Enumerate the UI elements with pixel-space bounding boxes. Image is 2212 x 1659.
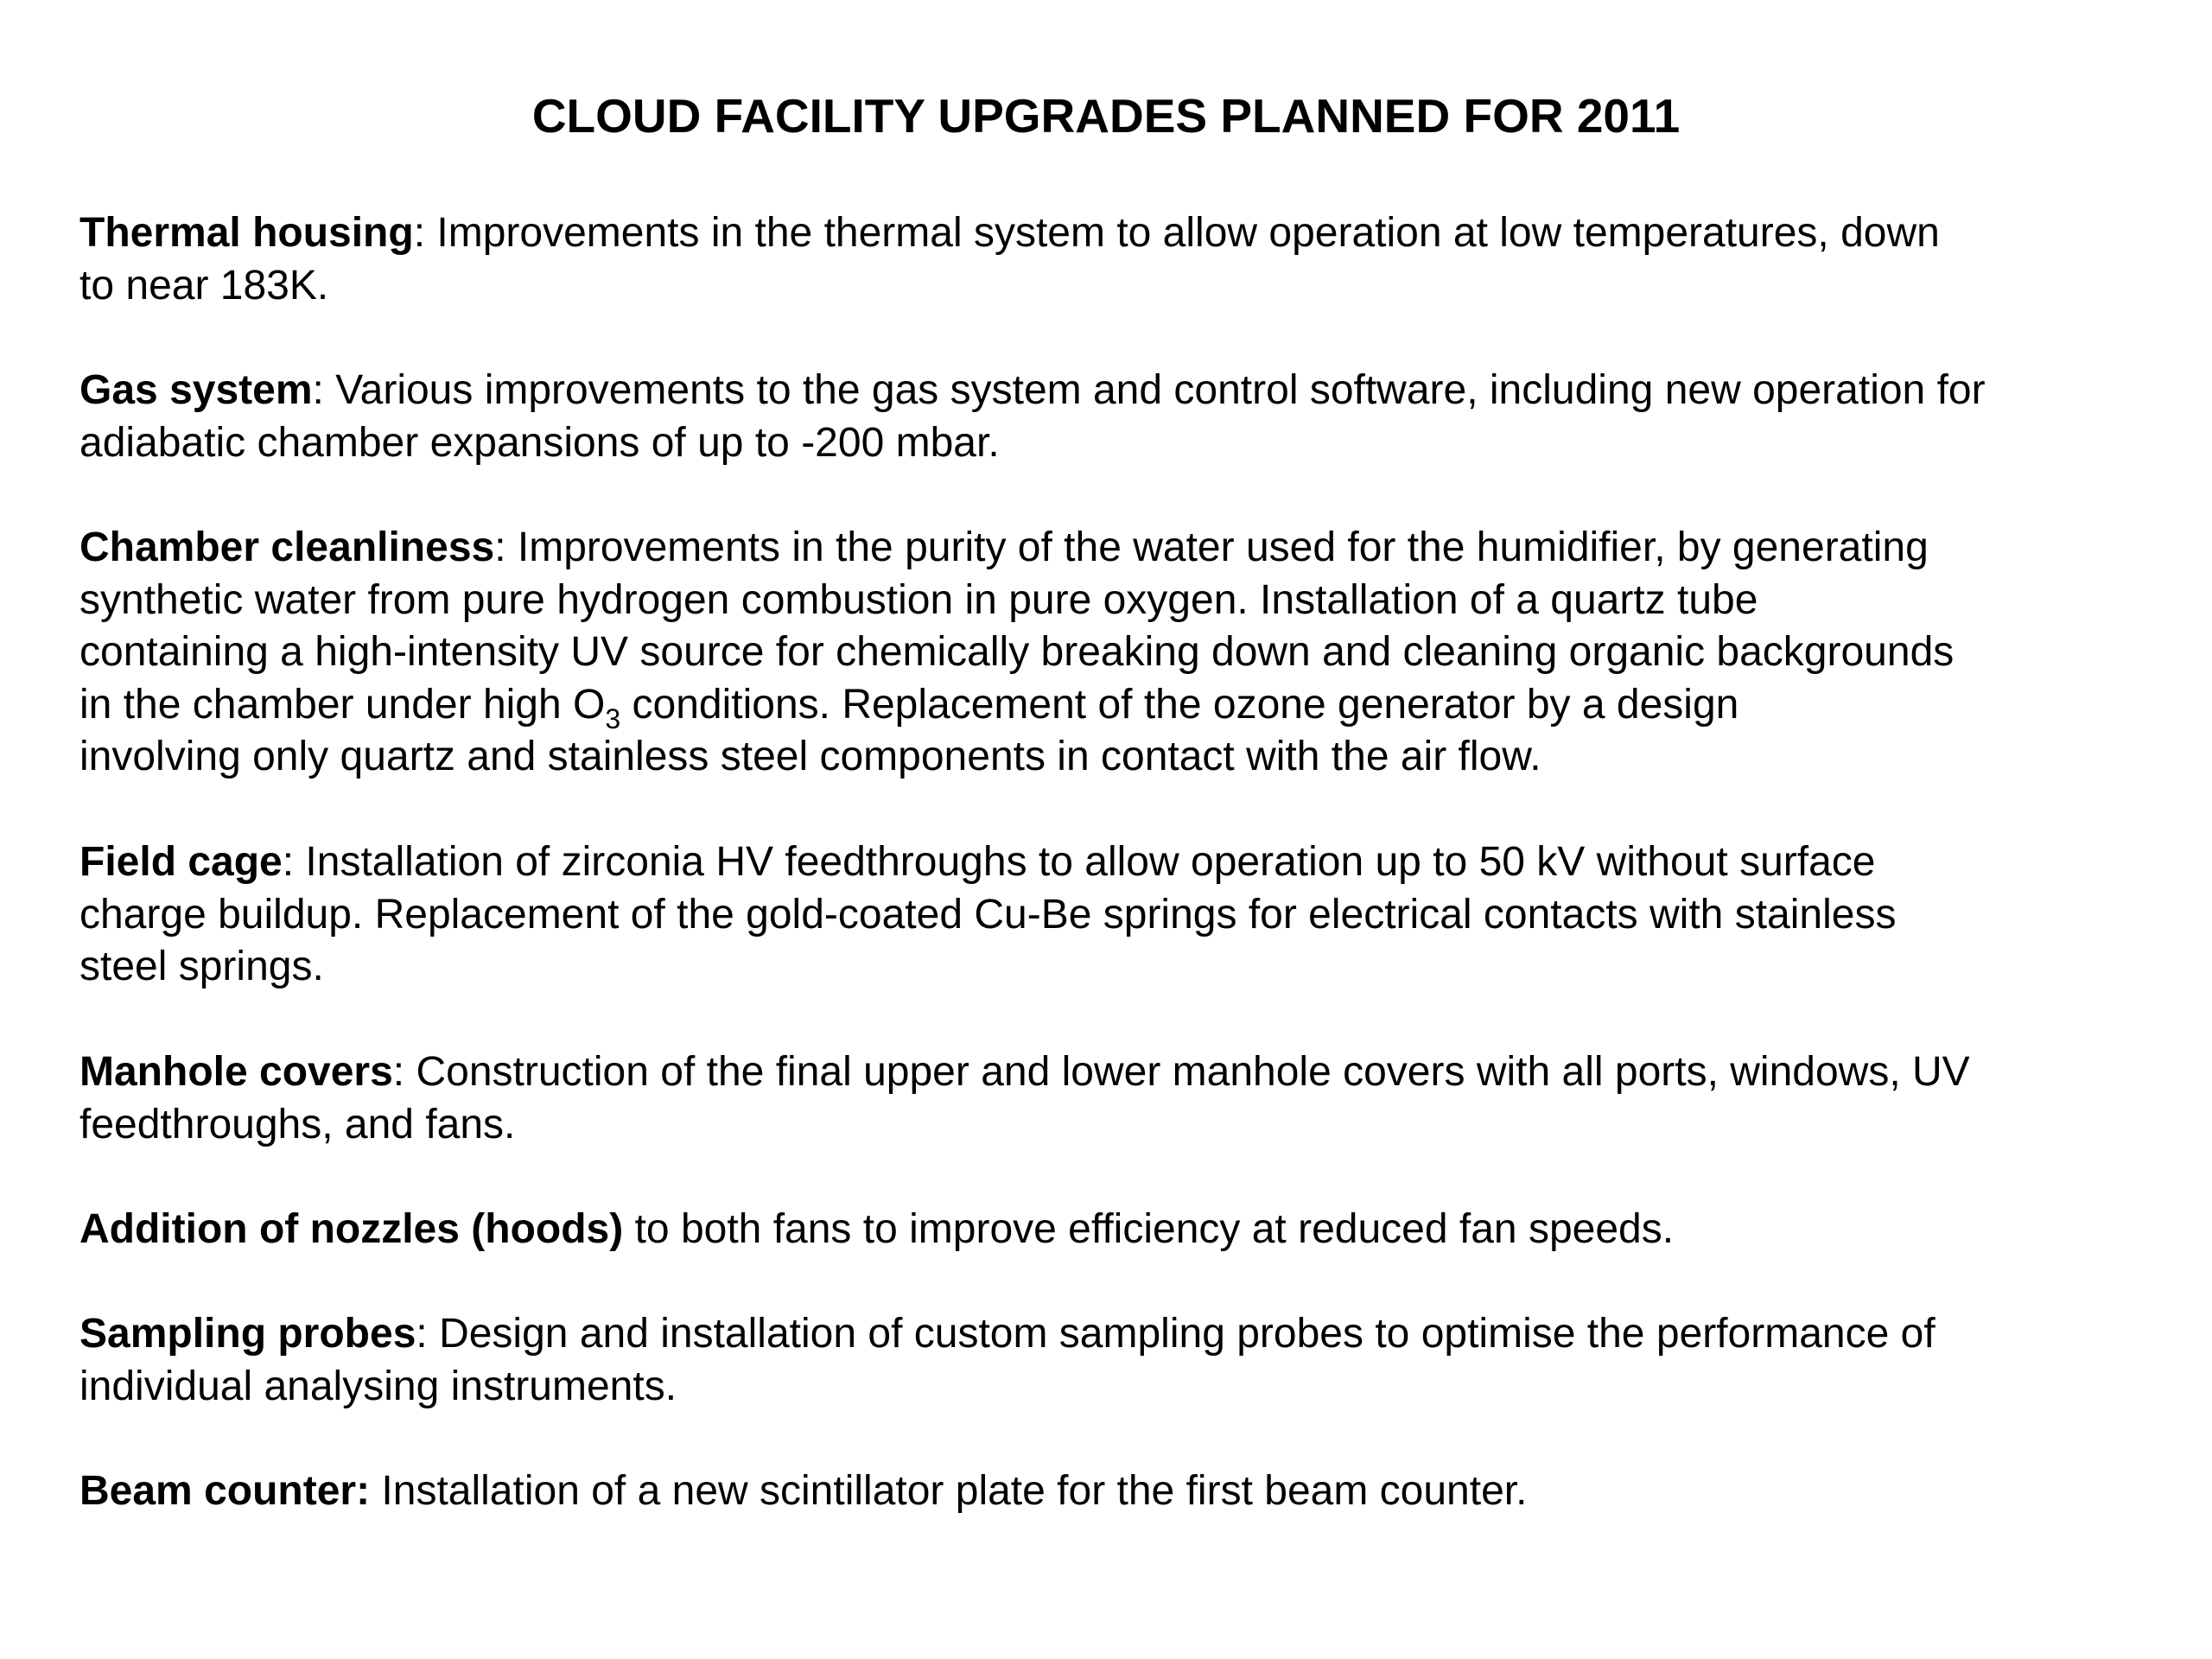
section-heading: Manhole covers (79, 1049, 393, 1095)
section-line (79, 836, 2136, 889)
section-gas-system (79, 365, 2136, 469)
section-line: individual analysing instruments. (79, 1363, 677, 1409)
section-line: steel springs. (79, 944, 324, 989)
section-heading: Beam counter: (79, 1468, 371, 1514)
section-text: : Design and installation of custom sampling probes to optimise the performance of (416, 1311, 1936, 1357)
section-nozzles (79, 1204, 2136, 1256)
section-heading: Sampling probes (79, 1311, 416, 1357)
section-line: feedthroughs, and fans. (79, 1101, 516, 1147)
section-text: in the chamber under high O (79, 681, 606, 728)
section-line (79, 679, 2136, 732)
section-text: : Installation of zirconia HV feedthroughs to allow operation up to 50 kV without surface (282, 839, 1876, 885)
section-text: : Improvements in the purity of the water used for the humidifier, by generating (494, 524, 1929, 570)
section-line (79, 1465, 2136, 1518)
section-line: to near 183K. (79, 262, 329, 308)
subscript: 3 (605, 702, 621, 734)
section-manhole-covers (79, 1046, 2136, 1151)
section-text: Installation of a new scintillator plate for the first beam counter. (370, 1468, 1528, 1514)
section-text: conditions. Replacement of the ozone generator by a design (620, 681, 1739, 728)
section-heading: Thermal housing (79, 210, 414, 256)
section-line: containing a high-intensity UV source for chemically breaking down and cleaning organic backgrounds (79, 629, 1955, 675)
section-field-cage (79, 836, 2136, 994)
section-line: synthetic water from pure hydrogen combustion in pure oxygen. Installation of a quartz tube (79, 576, 1758, 623)
section-text: : Improvements in the thermal system to allow operation at low temperatures, down (413, 210, 1940, 256)
section-line (79, 365, 2136, 417)
section-sampling-probes (79, 1308, 2136, 1413)
section-line: charge buildup. Replacement of the gold-coated Cu-Be springs for electrical contacts with stainless (79, 891, 1897, 938)
section-chamber-cleanliness (79, 522, 2136, 784)
section-beam-counter (79, 1465, 2136, 1518)
section-thermal-housing (79, 207, 2136, 312)
section-text: : Various improvements to the gas system and control software, including new operation for (312, 367, 1986, 413)
section-line (79, 1204, 2136, 1256)
section-line (79, 1046, 2136, 1099)
section-line (79, 207, 2136, 260)
section-line: involving only quartz and stainless steel components in contact with the air flow. (79, 734, 1541, 779)
section-text: : Construction of the final upper and lower manhole covers with all ports, windows, UV (392, 1049, 1970, 1095)
section-heading: Field cage (79, 839, 283, 885)
page-title: CLOUD FACILITY UPGRADES PLANNED FOR 2011 (531, 89, 1681, 143)
section-heading: Addition of nozzles (hoods) (79, 1206, 624, 1252)
section-line: adiabatic chamber expansions of up to -200 mbar. (79, 419, 1000, 466)
section-heading: Gas system (79, 367, 313, 413)
section-heading: Chamber cleanliness (79, 524, 495, 570)
section-text: to both fans to improve efficiency at reduced fan speeds. (623, 1206, 1675, 1252)
section-line (79, 1308, 2136, 1361)
section-line (79, 522, 2136, 575)
